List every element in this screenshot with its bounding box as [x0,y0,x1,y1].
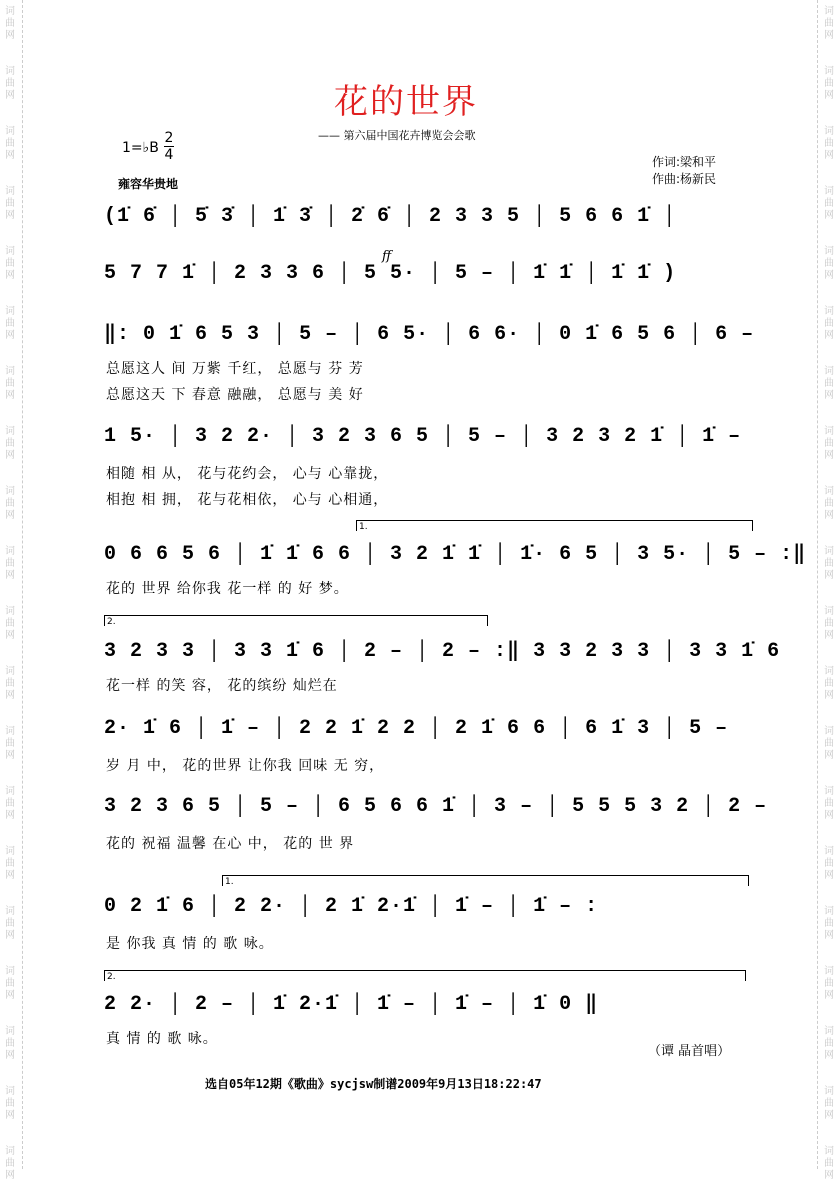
watermark-text: 词曲网 [5,906,15,941]
time-signature [164,130,174,163]
tempo-marking: 雍容华贵地 [118,177,179,191]
time-signature-bottom: 4 [164,147,174,163]
watermark-text: 词曲网 [5,1146,15,1181]
watermark-text: 词曲网 [824,66,834,101]
watermark-text: 词曲网 [5,786,15,821]
watermark-text: 词曲网 [824,546,834,581]
volta-label-2b: 2. [107,972,116,982]
watermark-text: 词曲网 [5,546,15,581]
watermark-text: 词曲网 [5,186,15,221]
watermark-text: 词曲网 [824,786,834,821]
watermark-text: 词曲网 [5,666,15,701]
notation-line: 3 2 3 6 5 │ 5 – │ 6 5 6 6 1̇ │ 3 – │ 5 5 5 3 2 │ 2 – [104,795,768,818]
watermark-text: 词曲网 [824,126,834,161]
watermark-text: 词曲网 [5,426,15,461]
volta-bracket-1 [356,520,753,531]
watermark-text: 词曲网 [824,366,834,401]
lyric-line: 真 情 的 歌 咏。 [106,1031,218,1047]
footer-source: 选自05年12期《歌曲》sycjsw制谱2009年9月13日18:22:47 [205,1077,542,1091]
lyric-line: 花一样 的笑 容， 花的缤纷 灿烂在 [106,678,338,694]
watermark-text: 词曲网 [5,66,15,101]
watermark-text: 词曲网 [5,126,15,161]
notation-line: 0 6 6 5 6 │ 1̇ 1̇ 6 6 │ 3 2 1̇ 1̇ │ 1̇· 6 5 │ 3 5· │ 5 – :‖ [104,543,807,566]
notation-line: 0 2 1̇ 6 │ 2 2· │ 2 1̇ 2·1̇ │ 1̇ – │ 1̇ – : [104,895,599,918]
watermark-text: 词曲网 [824,846,834,881]
watermark-text: 词曲网 [824,426,834,461]
notation-line: 2 2· │ 2 – │ 1̇ 2·1̇ │ 1̇ – │ 1̇ – │ 1̇ 0 ‖ [104,993,599,1016]
dynamic-marking: ff [382,249,392,264]
watermark-text: 词曲网 [5,1026,15,1061]
watermark-text: 词曲网 [5,6,15,41]
notation-line: 1 5· │ 3 2 2· │ 3 2 3 6 5 │ 5 – │ 3 2 3 2 1̇ │ 1̇ – [104,425,742,448]
watermark-text: 词曲网 [5,1086,15,1121]
volta-bracket-2 [104,615,488,626]
watermark-text: 词曲网 [824,666,834,701]
lyric-line: 岁 月 中， 花的世界 让你我 回味 无 穷， [106,758,385,774]
lyric-line: 相随 相 从， 花与花约会， 心与 心靠拢， [106,466,389,482]
song-subtitle: —— 第六届中国花卉博览会会歌 [318,129,476,142]
lyric-line: 花的 世界 给你我 花一样 的 好 梦。 [106,581,349,597]
watermark-text: 词曲网 [5,486,15,521]
lyricist: 作词:梁和平 [652,155,717,169]
watermark-text: 词曲网 [824,186,834,221]
lyric-line: 是 你我 真 情 的 歌 咏。 [106,936,274,952]
notation-line: ‖: 0 1̇ 6 5 3 │ 5 – │ 6 5· │ 6 6· │ 0 1̇ 6 5 6 │ 6 – [104,323,755,346]
notation-line: (1̇ 6̇ │ 5̇ 3̇ │ 1̇ 3̇ │ 2̇ 6̇ │ 2 3 3 5 │ 5 6 6 1̇ │ [104,205,677,228]
watermark-text: 词曲网 [824,246,834,281]
time-signature-top: 2 [164,130,174,146]
notation-line: 5 7 7 1̇ │ 2 3 3 6 │ 5 5· │ 5 – │ 1̇ 1̇ │ 1̇ 1̇ ) [104,262,677,285]
watermark-text: 词曲网 [5,966,15,1001]
watermark-text: 词曲网 [824,6,834,41]
first-singer: （谭 晶首唱） [648,1044,731,1059]
watermark-text: 词曲网 [824,306,834,341]
song-title: 花的世界 [334,82,478,122]
key-signature: 1=♭B [122,140,159,156]
watermark-text: 词曲网 [824,906,834,941]
notation-line: 2· 1̇ 6 │ 1̇ – │ 2 2 1̇ 2 2 │ 2 1̇ 6 6 │ 6 1̇ 3 │ 5 – [104,717,729,740]
watermark-text: 词曲网 [5,306,15,341]
notation-line: 3 2 3 3 │ 3 3 1̇ 6 │ 2 – │ 2 – :‖ 3 3 2 3 3 │ 3 3 1̇ 6 [104,640,781,663]
watermark-text: 词曲网 [5,606,15,641]
watermark-text: 词曲网 [5,726,15,761]
volta-label-2: 2. [107,617,116,627]
watermark-text: 词曲网 [824,486,834,521]
watermark-text: 词曲网 [5,246,15,281]
watermark-text: 词曲网 [5,366,15,401]
volta-label-1b: 1. [225,877,234,887]
watermark-text: 词曲网 [824,1086,834,1121]
watermark-text: 词曲网 [824,966,834,1001]
lyric-line: 总愿这天 下 春意 融融， 总愿与 美 好 [106,387,364,403]
composer: 作曲:杨新民 [652,172,717,186]
right-watermark-strip [817,0,840,1181]
watermark-text: 词曲网 [824,1146,834,1181]
lyric-line: 相抱 相 拥， 花与花相依， 心与 心相通， [106,492,389,508]
lyric-line: 总愿这人 间 万紫 千红， 总愿与 芬 芳 [106,361,364,377]
watermark-text: 词曲网 [824,606,834,641]
lyric-line: 花的 祝福 温馨 在心 中， 花的 世 界 [106,836,355,852]
left-watermark-strip [0,0,23,1181]
volta-bracket-2b [104,970,746,981]
watermark-text: 词曲网 [824,1026,834,1061]
watermark-text: 词曲网 [5,846,15,881]
watermark-text: 词曲网 [824,726,834,761]
volta-label-1: 1. [359,522,368,532]
volta-bracket-1b [222,875,749,886]
